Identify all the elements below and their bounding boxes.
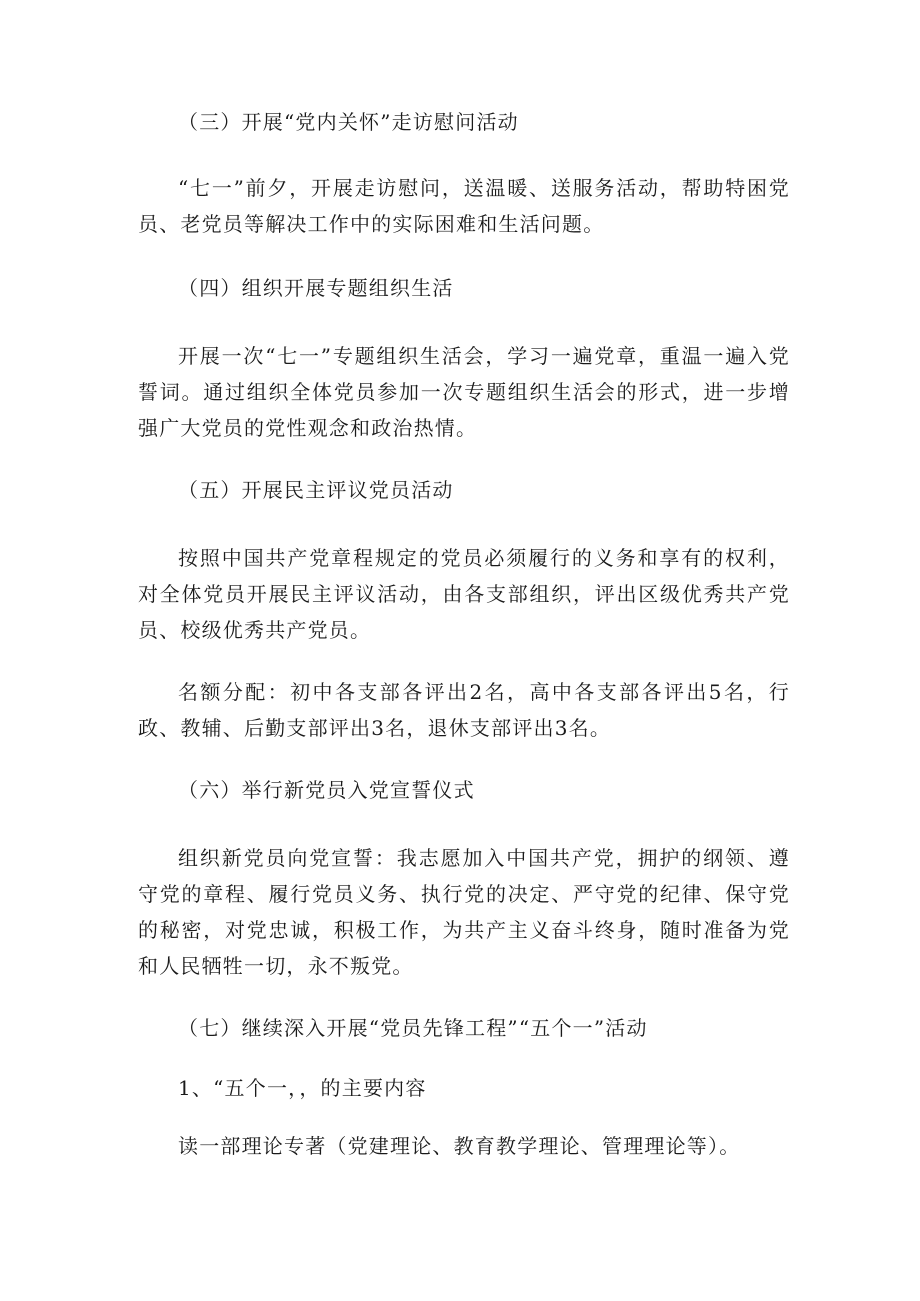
section-heading-7: （七）继续深入开展“党员先锋工程”“五个一”活动: [178, 1016, 648, 1040]
paragraph-visit-activity: “七一”前夕，开展走访慰问，送温暖、送服务活动，帮助特困党员、老党员等解决工作中的实际困难和生活问题。: [138, 176, 790, 236]
paragraph-quota-allocation: 名额分配：初中各支部各评出2名，高中各支部各评出5名，行政、教辅、后勤支部评出3名，退休支部评出3名。: [138, 680, 790, 740]
paragraph-democratic-review: 按照中国共产党章程规定的党员必须履行的义务和享有的权利，对全体党员开展民主评议活动，由各支部组织，评出区级优秀共产党员、校级优秀共产党员。: [138, 546, 790, 642]
section-heading-3: （三）开展“党内关怀”走访慰问活动: [178, 110, 519, 134]
section-heading-6: （六）举行新党员入党宣誓仪式: [178, 778, 475, 802]
section-heading-5: （五）开展民主评议党员活动: [178, 478, 454, 502]
paragraph-organization-life: 开展一次“七一”专题组织生活会，学习一遍党章，重温一遍入党誓词。通过组织全体党员参加一次专题组织生活会的形式，进一步增强广大党员的党性观念和政治热情。: [138, 344, 790, 440]
paragraph-read-theory: 读一部理论专著（党建理论、教育教学理论、管理理论等）。: [178, 1134, 741, 1158]
paragraph-oath: 组织新党员向党宣誓：我志愿加入中国共产党，拥护的纲领、遵守党的章程、履行党员义务、执行党的决定、严守党的纪律、保守党的秘密，对党忠诚，积极工作，为共产主义奋斗终身，随时准备为党和人民牺牲一切，永不叛党。: [138, 846, 790, 978]
section-heading-4: （四）组织开展专题组织生活: [178, 276, 454, 300]
paragraph-five-one-title: 1、“五个一，，的主要内容: [178, 1076, 427, 1100]
